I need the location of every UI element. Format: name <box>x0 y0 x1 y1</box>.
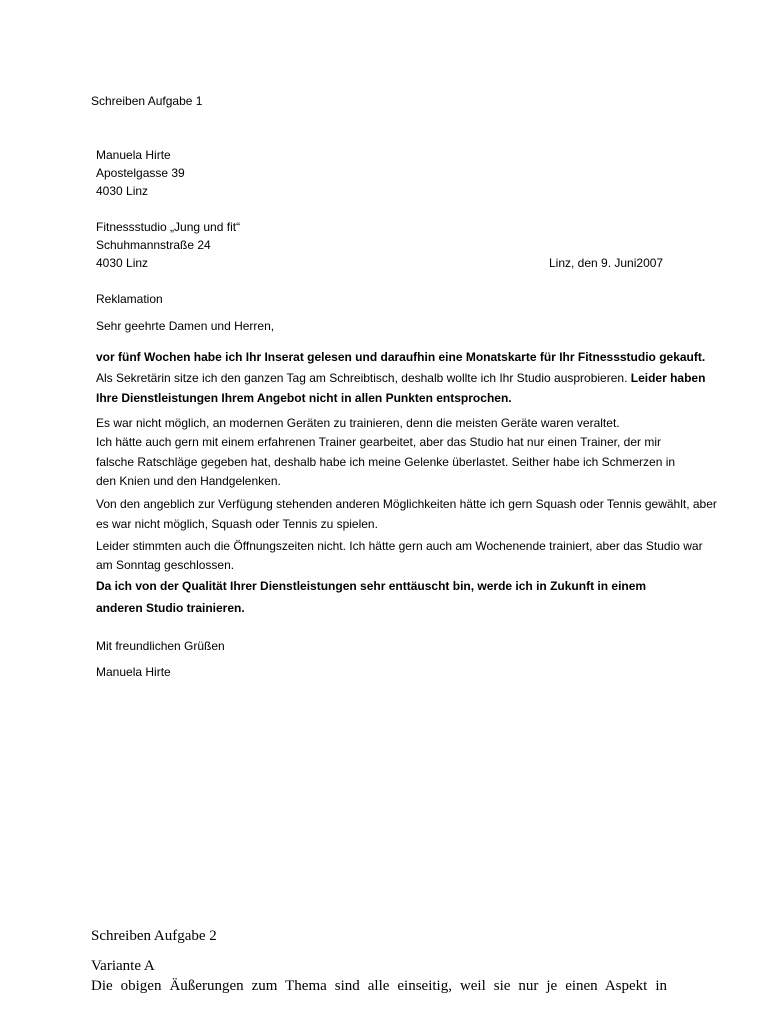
closing-paragraph-line2: anderen Studio trainieren. <box>96 601 245 615</box>
body-line: den Knien und den Handgelenken. <box>96 474 281 488</box>
task2-heading: Schreiben Aufgabe 2 <box>91 928 217 944</box>
body-line: am Sonntag geschlossen. <box>96 558 235 572</box>
letter-date: Linz, den 9. Juni2007 <box>549 256 664 270</box>
body-line: Von den angeblich zur Verfügung stehenden anderen Möglichkeiten hätte ich gern Squash oder Tennis gewählt, aber <box>96 497 717 511</box>
paragraph-reason-line2: Ihre Dienstleistungen Ihrem Angebot nicht in allen Punkten entsprochen. <box>96 391 512 405</box>
sender-name: Manuela Hirte <box>96 148 171 162</box>
task1-heading: Schreiben Aufgabe 1 <box>91 94 203 108</box>
body-line: falsche Ratschläge gegeben hat, deshalb habe ich meine Gelenke überlastet. Seither habe ich Schmerzen in <box>96 455 676 469</box>
body-line: Es war nicht möglich, an modernen Geräten zu trainieren, denn die meisten Geräte waren veraltet. <box>96 416 620 430</box>
closing-paragraph-line1: Da ich von der Qualität Ihrer Dienstleistungen sehr enttäuscht bin, werde ich in Zukunft in einem <box>96 579 647 593</box>
body-line: es war nicht möglich, Squash oder Tennis zu spielen. <box>96 517 378 531</box>
letter-greeting: Mit freundlichen Grüßen <box>96 639 225 653</box>
reason-text: Als Sekretärin sitze ich den ganzen Tag am Schreibtisch, deshalb wollte ich Ihr Studio ausprobieren. <box>96 371 631 385</box>
recipient-street: Schuhmannstraße 24 <box>96 238 211 252</box>
recipient-name: Fitnessstudio „Jung und fit“ <box>96 220 241 234</box>
paragraph-intro: vor fünf Wochen habe ich Ihr Inserat gelesen und daraufhin eine Monatskarte für Ihr Fitnessstudio gekauft. <box>96 350 706 364</box>
task2-text-line: Die obigen Äußerungen zum Thema sind alle einseitig, weil sie nur je einen Aspekt in <box>91 978 667 994</box>
letter-signature: Manuela Hirte <box>96 665 171 679</box>
paragraph-reason-line1 <box>96 369 705 387</box>
body-line: Ich hätte auch gern mit einem erfahrenen Trainer gearbeitet, aber das Studio hat nur einen Trainer, der mir <box>96 435 661 449</box>
sender-street: Apostelgasse 39 <box>96 166 185 180</box>
body-line: Leider stimmten auch die Öffnungszeiten nicht. Ich hätte gern auch am Wochenende trainiert, aber das Studio war <box>96 539 703 553</box>
recipient-city: 4030 Linz <box>96 256 149 270</box>
complaint-text: Leider haben <box>630 371 706 385</box>
task2-variant: Variante A <box>91 958 155 974</box>
letter-salutation: Sehr geehrte Damen und Herren, <box>96 319 275 333</box>
letter-subject: Reklamation <box>96 292 163 306</box>
sender-city: 4030 Linz <box>96 184 149 198</box>
